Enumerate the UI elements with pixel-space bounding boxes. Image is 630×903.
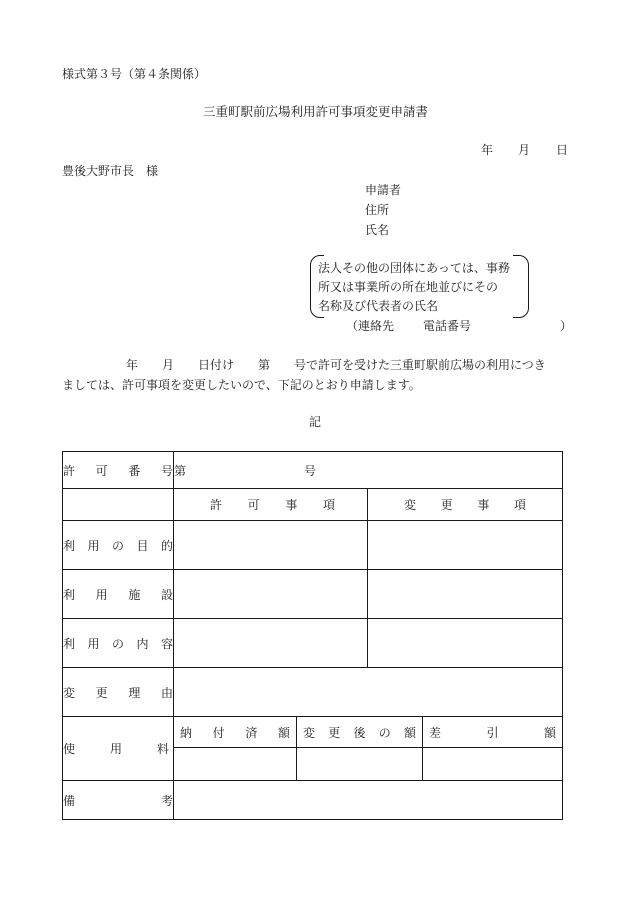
changed-items-header-char: 更	[440, 498, 453, 512]
ki-heading: 記	[309, 415, 322, 429]
facility-label-char: 設	[160, 587, 173, 602]
fee-label-char: 用	[109, 742, 122, 756]
contact-close: ）	[560, 319, 573, 333]
name-label: 氏名	[365, 223, 390, 237]
purpose-changed-field[interactable]	[368, 521, 563, 570]
change-reason-label-char: 理	[128, 685, 141, 700]
change-reason-label-cell	[63, 668, 174, 717]
content-permitted-field[interactable]	[174, 619, 368, 668]
change-reason-label-char: 変	[63, 685, 76, 700]
content-label-char: 用	[87, 636, 100, 651]
fee-after-change-header-char: 変	[303, 725, 316, 740]
applicant-note-line-3: 名称及び代表者の氏名	[318, 299, 439, 313]
content-label-char: の	[111, 636, 124, 651]
fee-header-row	[63, 717, 563, 748]
fee-after-change-header	[297, 717, 423, 748]
application-table	[62, 451, 563, 820]
content-label-char: 内	[136, 636, 149, 651]
fee-label-char: 料	[156, 742, 169, 756]
changed-items-header	[368, 489, 563, 521]
fee-difference-header-char: 引	[486, 725, 499, 740]
remarks-label-char: 考	[160, 793, 173, 808]
purpose-label-char: 用	[87, 538, 100, 553]
permit-number-label-char: 可	[95, 463, 108, 478]
purpose-label-cell	[63, 521, 174, 570]
permitted-items-header-char: 可	[247, 498, 260, 512]
content-label-char: 容	[160, 636, 173, 651]
facility-label-cell	[63, 570, 174, 619]
change-reason-field[interactable]	[174, 668, 563, 717]
changed-items-header-char: 項	[513, 498, 526, 512]
contact-phone-label: 電話番号	[423, 319, 472, 333]
facility-label-char: 施	[128, 587, 141, 602]
fee-label-char: 使	[63, 742, 76, 756]
items-header-row	[63, 489, 563, 521]
date-day: 日	[556, 143, 569, 157]
fee-label-cell	[63, 717, 174, 781]
purpose-label-char: 目	[136, 538, 149, 553]
permit-number-label-cell	[63, 452, 174, 489]
change-reason-label-char: 更	[95, 685, 108, 700]
permitted-items-header-char: 項	[322, 498, 335, 512]
permitted-items-header-char: 許	[210, 498, 223, 512]
fee-after-change-field[interactable]	[297, 748, 423, 781]
purpose-row	[63, 521, 563, 570]
fee-paid-header-char: 額	[277, 725, 290, 740]
date-year: 年	[481, 143, 494, 157]
fee-after-change-header-char: 後	[353, 725, 366, 740]
facility-changed-field[interactable]	[368, 570, 563, 619]
changed-items-header-char: 事	[477, 498, 490, 512]
permitted-items-header	[174, 489, 368, 521]
fee-paid-header-char: 納	[180, 725, 193, 740]
content-label-char: 利	[63, 636, 76, 651]
facility-permitted-field[interactable]	[174, 570, 368, 619]
applicant-label: 申請者	[365, 183, 402, 197]
permit-number-prefix: 第	[174, 463, 187, 478]
permit-number-label-char: 番	[128, 463, 141, 478]
change-reason-row	[63, 668, 563, 717]
document-title: 三重町駅前広場利用許可事項変更申請書	[203, 104, 429, 119]
purpose-label-char: の	[111, 538, 124, 553]
change-reason-label-char: 由	[160, 685, 173, 700]
applicant-note-line-1: 法人その他の団体にあっては、事務	[318, 261, 510, 275]
facility-row	[63, 570, 563, 619]
fee-after-change-header-char: の	[378, 725, 391, 740]
permit-number-label-char: 号	[160, 463, 173, 478]
fee-difference-header-char: 差	[429, 725, 442, 740]
remarks-label-char: 備	[63, 793, 76, 808]
addressee: 豊後大野市長 様	[62, 164, 159, 178]
purpose-label-char: 利	[63, 538, 76, 553]
fee-difference-header-char: 額	[543, 725, 556, 740]
content-changed-field[interactable]	[368, 619, 563, 668]
fee-after-change-header-char: 額	[403, 725, 416, 740]
remarks-label-cell	[63, 781, 174, 820]
empty-header-cell	[63, 489, 174, 521]
fee-paid-header-char: 済	[245, 725, 258, 740]
purpose-label-char: 的	[160, 538, 173, 553]
remarks-row	[63, 781, 563, 820]
permit-number-row	[63, 452, 563, 489]
fee-difference-field[interactable]	[423, 748, 563, 781]
content-row	[63, 619, 563, 668]
body-line-1: 年 月 日付け 第 号で許可を受けた三重町駅前広場の利用につき	[126, 358, 546, 372]
changed-items-header-char: 変	[404, 498, 417, 512]
facility-label-char: 利	[63, 587, 76, 602]
permit-number-label-char: 許	[63, 463, 76, 478]
permitted-items-header-char: 事	[285, 498, 298, 512]
fee-paid-header-char: 付	[212, 725, 225, 740]
purpose-permitted-field[interactable]	[174, 521, 368, 570]
facility-label-char: 用	[95, 587, 108, 602]
permit-number-suffix: 号	[303, 463, 316, 478]
date-month: 月	[518, 143, 531, 157]
fee-after-change-header-char: 更	[328, 725, 341, 740]
remarks-field[interactable]	[174, 781, 563, 820]
fee-paid-header	[174, 717, 297, 748]
body-line-2: ましては、許可事項を変更したいので、下記のとおり申請します。	[62, 378, 421, 392]
address-label: 住所	[365, 203, 390, 217]
fee-difference-header	[423, 717, 563, 748]
applicant-note-line-2: 所又は事業所の所在地並びにその	[318, 280, 499, 294]
fee-paid-field[interactable]	[174, 748, 297, 781]
permit-number-field[interactable]	[174, 452, 563, 489]
contact-open: （連絡先	[346, 319, 395, 333]
content-label-cell	[63, 619, 174, 668]
form-number: 様式第３号（第４条関係）	[62, 67, 207, 81]
